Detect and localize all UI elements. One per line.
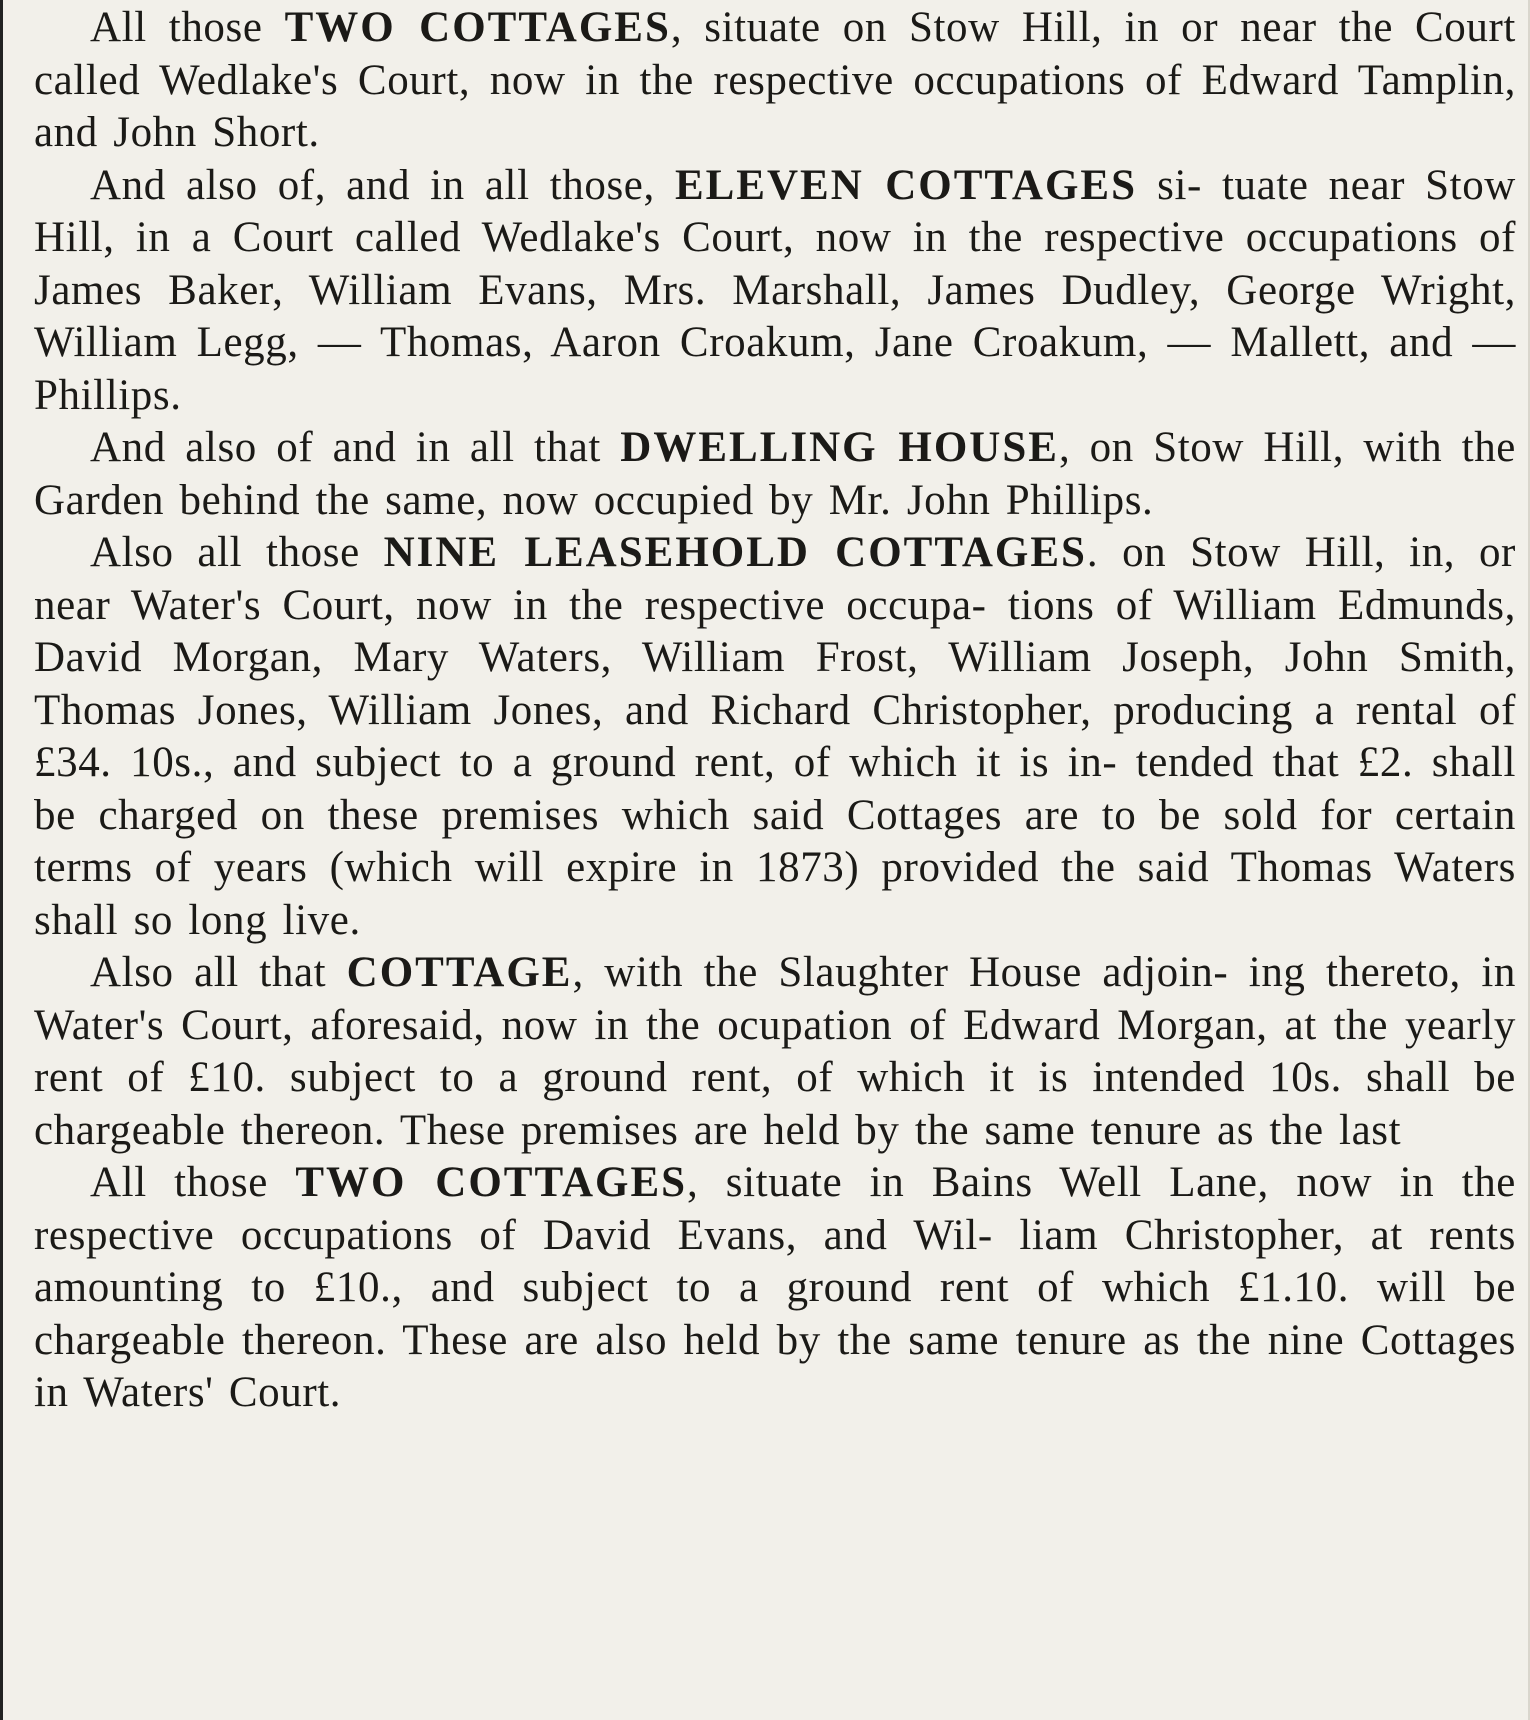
text-run: , with the Slaughter House adjoin- bbox=[572, 949, 1229, 996]
paragraph-cottage-slaughter-house bbox=[34, 947, 1516, 1157]
text-run: si- bbox=[1137, 161, 1202, 209]
heading-caps: ELEVEN COTTAGES bbox=[674, 161, 1138, 209]
text-run: of £34. 10s., and subject to a ground rent, of which it is in- bbox=[34, 686, 1516, 786]
paragraph-two-cottages-stow-hill bbox=[34, 2, 1516, 160]
text-run: of Edward Morgan, at the yearly rent of £10. subject to a bbox=[34, 1001, 1516, 1101]
text-run: John Phillips. bbox=[906, 476, 1154, 524]
column-rule-left bbox=[0, 0, 3, 1720]
text-run: — Thomas, Aaron Croakum, Jane Croakum, — Mallett, and bbox=[317, 319, 1454, 366]
text-run: tuate near Stow Hill, in a Court called Wedlake's Court, now bbox=[34, 161, 1516, 261]
text-run: William Frost, William Joseph, John Smith, Thomas Jones, bbox=[34, 634, 1516, 734]
text-run: And also of and in all that bbox=[90, 424, 621, 471]
paragraph-nine-leasehold-cottages bbox=[34, 527, 1516, 947]
text-run: All those bbox=[90, 1159, 296, 1206]
text-run: Hill, in, or near Water's Court, now in the respective occupa- bbox=[34, 529, 1516, 629]
text-run: Cottages are to be sold for certain terms of years (which will bbox=[34, 791, 1516, 891]
text-run: now in the respective occupations of David Evans, and Wil- bbox=[34, 1159, 1516, 1259]
text-run: . on Stow bbox=[1086, 529, 1281, 576]
text-run: ground rent of which £1.10. will be chargeable thereon. These bbox=[34, 1264, 1516, 1364]
paragraph-dwelling-house bbox=[34, 422, 1516, 527]
text-run: Waters' Court. bbox=[83, 1369, 342, 1416]
text-run: thereon. These premises are held by the same tenure as the last bbox=[240, 1106, 1402, 1154]
text-run: near the Court called Wedlake's Court, now in the respective bbox=[34, 4, 1516, 104]
text-run: , on Stow bbox=[1058, 424, 1245, 471]
heading-caps: DWELLING HOUSE bbox=[620, 424, 1059, 471]
text-run: in the respective occupations of James Baker, William Evans, bbox=[34, 214, 1516, 314]
paragraph-two-cottages-bains-well-lane bbox=[34, 1157, 1516, 1420]
text-run: are also held by the same tenure as the nine Cottages in bbox=[34, 1316, 1516, 1416]
text-run: And also of, and in all those, bbox=[90, 161, 675, 209]
heading-caps: COTTAGE bbox=[346, 949, 573, 996]
text-run: liam Christopher, at rents amounting to £10., and subject to a bbox=[34, 1211, 1516, 1311]
text-run: ground rent, of which it is intended 10s. shall be chargeable bbox=[34, 1054, 1516, 1154]
text-run: , situate in Bains Well Lane, bbox=[687, 1159, 1269, 1206]
text-run: ing thereto, in Water's Court, aforesaid, now in the ocupation bbox=[34, 949, 1516, 1049]
heading-caps: NINE LEASEHOLD COTTAGES bbox=[383, 529, 1087, 576]
text-run: Also all those bbox=[90, 529, 384, 576]
text-run: Mrs. Marshall, James Dudley, George Wright, William Legg, bbox=[34, 266, 1516, 366]
text-run: tended that £2. shall be charged on these premises which said bbox=[34, 739, 1516, 839]
text-run: , situate on Stow Hill, in or bbox=[670, 4, 1219, 51]
paragraph-eleven-cottages bbox=[34, 160, 1516, 423]
newspaper-column bbox=[34, 2, 1516, 1420]
text-run: expire in 1873) provided the said Thomas Waters shall so long bbox=[34, 844, 1516, 944]
text-run: Also all that bbox=[90, 949, 347, 996]
heading-caps: TWO COTTAGES bbox=[295, 1159, 688, 1206]
text-run: live. bbox=[282, 896, 361, 944]
heading-caps: TWO COTTAGES bbox=[284, 4, 671, 51]
text-run: tions of William Edmunds, David Morgan, Mary Waters, bbox=[34, 581, 1516, 681]
text-run: All those bbox=[90, 4, 285, 51]
text-run: — Phillips. bbox=[34, 319, 1517, 419]
text-run: William Jones, and Richard Christopher, producing a rental bbox=[328, 686, 1458, 734]
text-run: occupations of Edward Tamplin, and John Short. bbox=[34, 56, 1516, 156]
text-run: Hill, with the Garden behind the same, now occupied by Mr. bbox=[34, 424, 1516, 524]
